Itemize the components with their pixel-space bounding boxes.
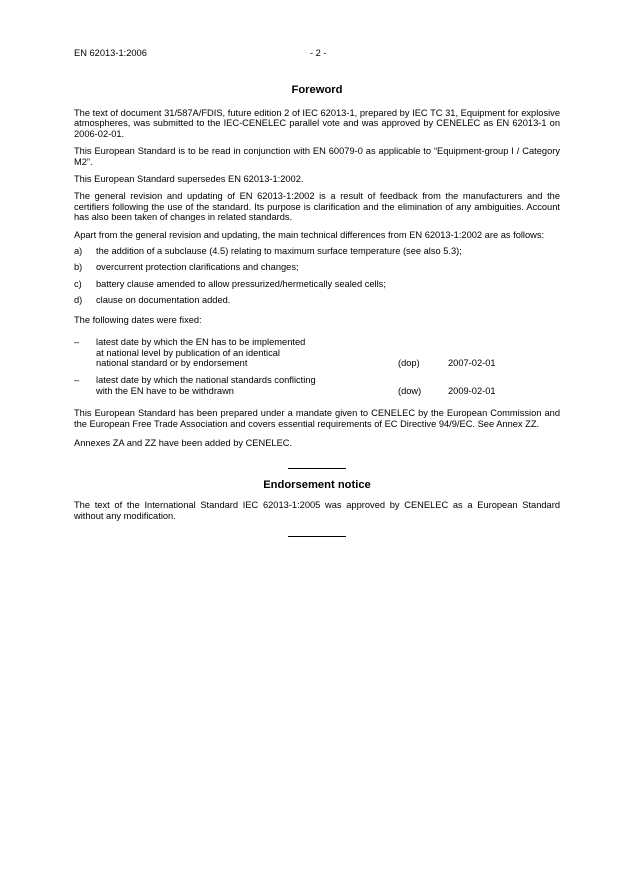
- list-item: [74, 246, 560, 256]
- foreword-paragraph: Annexes ZA and ZZ have been added by CENELEC.: [74, 437, 293, 448]
- page-content: [74, 84, 560, 537]
- date-description-line: national standard or by endorsement: [96, 357, 248, 368]
- date-value: 2007-02-01: [448, 357, 496, 368]
- foreword-paragraph: The text of document 31/587A/FDIS, future edition 2 of IEC 62013-1, prepared by IEC TC 31, Equipment for explosive atmospheres, was submitted to the IEC-CENELEC parallel vote and was approved by CENELEC as EN 62013-1 on 2006-02-01.: [74, 108, 560, 139]
- list-marker: b): [74, 262, 83, 273]
- date-description: [96, 375, 356, 396]
- document-id: EN 62013-1:2006: [74, 48, 147, 58]
- section-separator: [288, 468, 346, 469]
- page-number: - 2 -: [310, 48, 327, 58]
- list-marker: c): [74, 278, 82, 289]
- endorsement-paragraph: The text of the International Standard IEC 62013-1:2005 was approved by CENELEC as a European Standard without any modification.: [74, 500, 560, 521]
- list-marker: a): [74, 246, 83, 257]
- foreword-title: Foreword: [291, 84, 343, 96]
- list-text: battery clause amended to allow pressurized/hermetically sealed cells;: [96, 278, 386, 289]
- list-item: [74, 295, 560, 305]
- foreword-paragraph: The general revision and updating of EN 62013-1:2002 is a result of feedback from the manufacturers and the certifiers following the use of the standard. Its purpose is clarification and the elimination of any ambiguities. Account has also been taken of changes in related standards.: [74, 191, 560, 223]
- date-description-line: with the EN have to be withdrawn: [96, 385, 234, 396]
- dates-list: [74, 337, 560, 396]
- list-item: [74, 279, 560, 289]
- date-description-line: latest date by which the national standards conflicting: [96, 375, 316, 386]
- foreword-paragraph: Apart from the general revision and updating, the main technical differences from EN 62013-1:2002 are as follows:: [74, 229, 545, 240]
- date-description-line: at national level by publication of an identical: [96, 347, 280, 358]
- dash-marker: –: [74, 337, 80, 348]
- list-text: overcurrent protection clarifications and changes;: [96, 262, 299, 273]
- list-text: clause on documentation added.: [96, 295, 231, 306]
- foreword-paragraph: This European Standard has been prepared under a mandate given to CENELEC by the European Commission and the European Free Trade Association and covers essential requirements of EC Directive 94/9/EC. See Annex ZZ.: [74, 408, 560, 429]
- section-separator: [288, 536, 346, 537]
- date-description-line: latest date by which the EN has to be implemented: [96, 337, 306, 348]
- foreword-paragraph: This European Standard supersedes EN 62013-1:2002.: [74, 174, 304, 185]
- differences-list: [74, 246, 560, 306]
- date-abbreviation: (dop): [398, 357, 420, 368]
- list-marker: d): [74, 295, 83, 306]
- list-text: the addition of a subclause (4.5) relating to maximum surface temperature (see also 5.3);: [96, 246, 462, 257]
- list-item: [74, 262, 560, 272]
- endorsement-title: Endorsement notice: [263, 479, 371, 492]
- page-header: [74, 48, 560, 60]
- date-value: 2009-02-01: [448, 385, 496, 396]
- date-abbreviation: (dow): [398, 385, 422, 396]
- foreword-paragraph: This European Standard is to be read in conjunction with EN 60079-0 as applicable to “Equipment-group I / Category M2”.: [74, 146, 560, 167]
- date-item-dop: [74, 337, 560, 368]
- dates-intro: The following dates were fixed:: [74, 314, 202, 325]
- date-description: [96, 337, 356, 368]
- dash-marker: –: [74, 375, 80, 386]
- date-item-dow: [74, 375, 560, 396]
